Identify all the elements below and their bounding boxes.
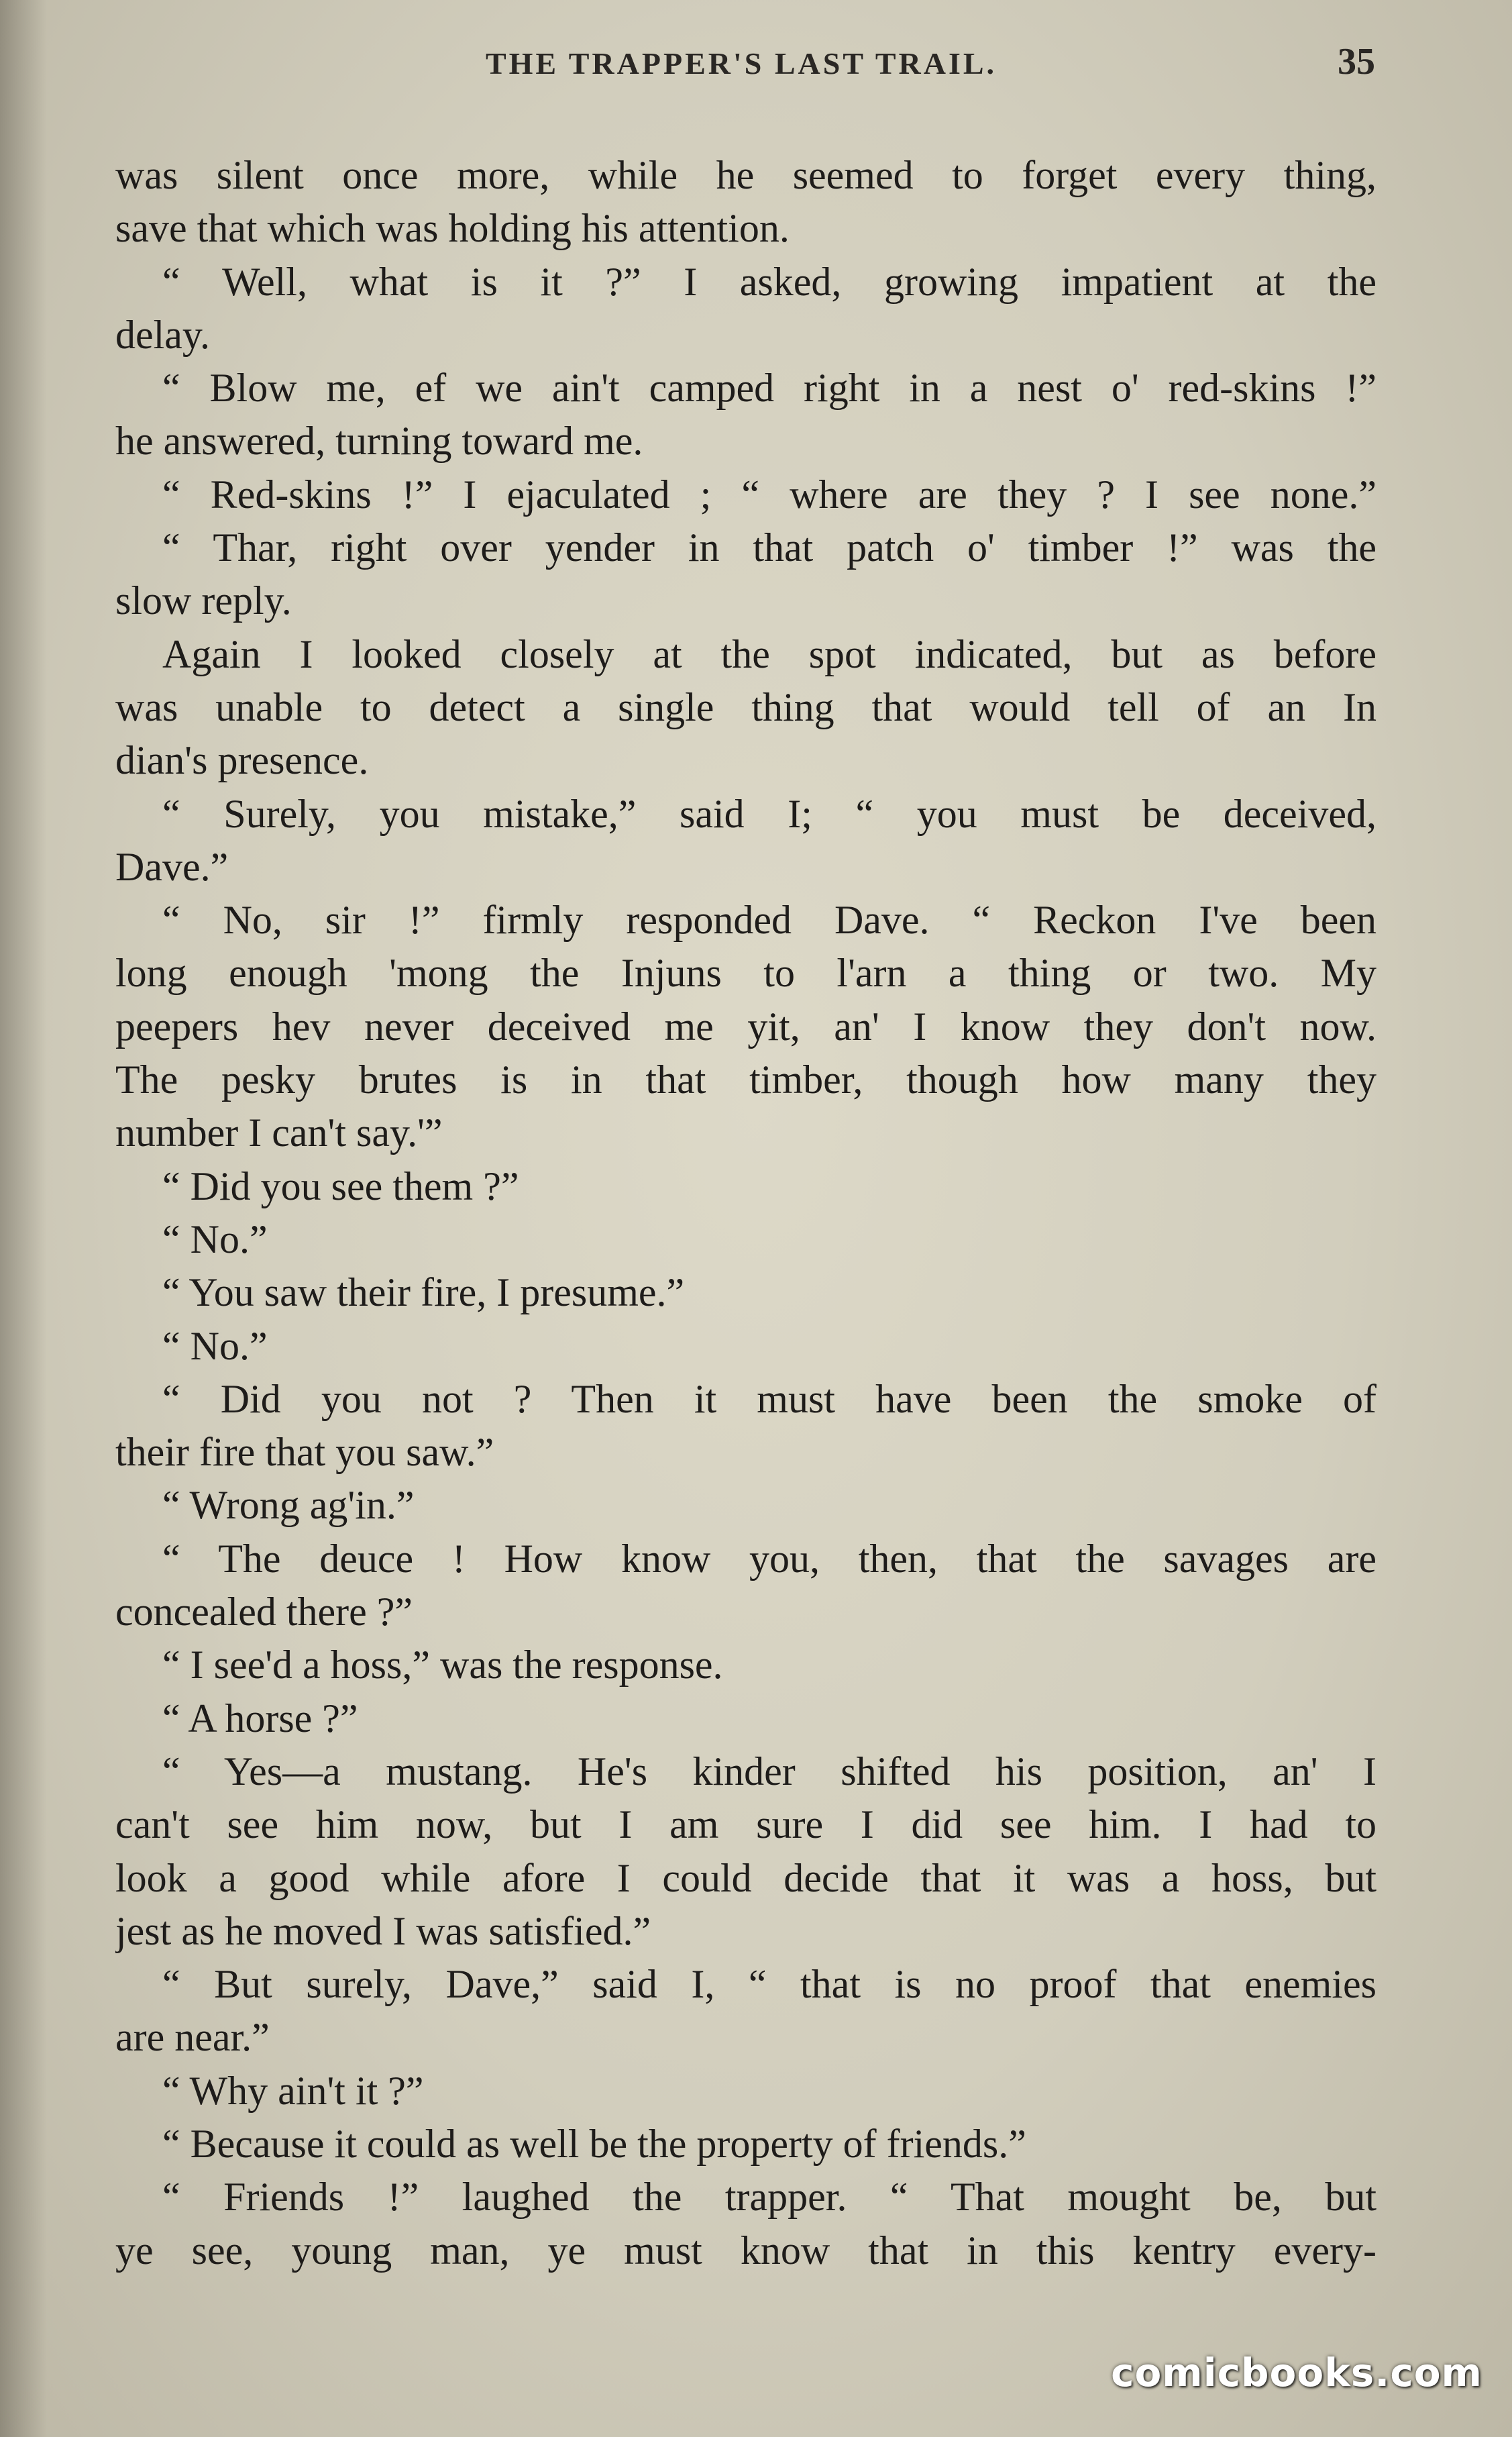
running-head: THE TRAPPER'S LAST TRAIL.	[485, 46, 997, 81]
text-line: The pesky brutes is in that timber, though how many they	[115, 1057, 1376, 1102]
text-line: “ Surely, you mistake,” said I; “ you must be deceived,	[162, 791, 1376, 836]
text-line: he answered, turning toward me.	[115, 419, 643, 464]
text-line: “ Red-skins !” I ejaculated ; “ where are they ? I see none.”	[162, 472, 1376, 517]
text-line: was silent once more, while he seemed to forget every thing,	[115, 153, 1376, 197]
text-line: “ Friends !” laughed the trapper. “ That mought be, but	[162, 2175, 1376, 2220]
watermark: comicbooks.com	[1111, 2350, 1482, 2395]
text-line: was unable to detect a single thing that would tell of an In	[115, 684, 1376, 729]
text-line: “ But surely, Dave,” said I, “ that is no proof that enemies	[162, 1962, 1376, 2007]
page-number: 35	[1338, 41, 1375, 83]
page-gutter-shadow	[0, 0, 47, 2437]
text-line: “ No.”	[162, 1323, 268, 1368]
text-line: their fire that you saw.”	[115, 1430, 494, 1475]
text-line: ye see, young man, ye must know that in this kentry every-	[115, 2228, 1376, 2273]
text-line: “ No, sir !” firmly responded Dave. “ Reckon I've been	[162, 898, 1376, 943]
text-line: “ Yes—a mustang. He's kinder shifted his position, an' I	[162, 1749, 1376, 1794]
text-line: Dave.”	[115, 844, 229, 889]
text-line: “ The deuce ! How know you, then, that the savages are	[162, 1536, 1376, 1581]
text-line: “ Did you not ? Then it must have been the smoke of	[162, 1376, 1376, 1421]
text-line: “ You saw their fire, I presume.”	[162, 1270, 685, 1315]
text-line: number I can't say.'”	[115, 1110, 443, 1155]
text-line: look a good while afore I could decide that it was a hoss, but	[115, 1855, 1376, 1900]
text-line: delay.	[115, 312, 211, 357]
page-header	[107, 40, 1375, 94]
body-text	[115, 149, 1376, 2277]
text-line: are near.”	[115, 2015, 270, 2060]
text-line: Again I looked closely at the spot indicated, but as before	[162, 631, 1376, 676]
text-line: save that which was holding his attention.	[115, 206, 790, 251]
text-line: “ Why ain't it ?”	[162, 2068, 424, 2113]
text-line: “ Wrong ag'in.”	[162, 1483, 415, 1528]
text-line: “ Because it could as well be the property of friends.”	[162, 2121, 1026, 2166]
text-line: peepers hev never deceived me yit, an' I know they don't now.	[115, 1004, 1376, 1049]
text-line: concealed there ?”	[115, 1590, 413, 1635]
text-line: slow reply.	[115, 578, 292, 623]
text-line: “ Thar, right over yender in that patch o' timber !” was the	[162, 525, 1376, 570]
text-line: “ Did you see them ?”	[162, 1163, 519, 1208]
text-line: long enough 'mong the Injuns to l'arn a thing or two. My	[115, 951, 1376, 996]
text-line: “ I see'd a hoss,” was the response.	[162, 1643, 723, 1688]
text-line: “ No.”	[162, 1216, 268, 1261]
text-line: “ Blow me, ef we ain't camped right in a nest o' red-skins !”	[162, 366, 1376, 411]
text-line: “ Well, what is it ?” I asked, growing impatient at the	[162, 259, 1376, 304]
text-line: “ A horse ?”	[162, 1696, 358, 1741]
text-line: can't see him now, but I am sure I did see him. I had to	[115, 1802, 1376, 1847]
text-line: jest as he moved I was satisfied.”	[115, 1908, 651, 1953]
text-line: dian's presence.	[115, 738, 369, 783]
